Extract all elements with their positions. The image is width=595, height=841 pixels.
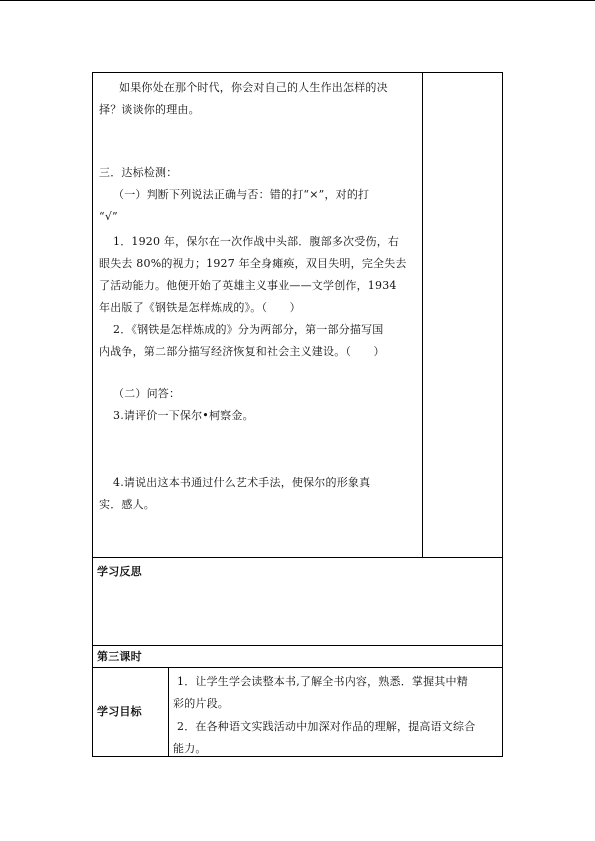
goal-2-line-2: 能力。 — [173, 742, 207, 755]
part2-heading: （二）问答： — [113, 387, 181, 400]
reflection-bottom-rule — [93, 645, 502, 646]
goal-2-line-1: 2．在各种语文实践活动中加深对作品的理解，提高语文综合 — [177, 720, 476, 733]
question-line-1: 如果你处在那个时代，你会对自己的人生作出怎样的决 — [119, 81, 388, 94]
item1-line-2: 眼失去 80%的视力；1927 年全身瘫痪，双目失明，完全失去 — [99, 257, 407, 270]
question-line-2: 择？谈谈你的理由。 — [99, 103, 200, 116]
goals-label: 学习目标 — [97, 705, 142, 718]
lesson-table — [92, 72, 503, 757]
goal-1-line-1: 1．让学生学会读整本书,了解全书内容，熟悉．掌握其中精 — [177, 675, 468, 688]
goals-column-divider — [168, 667, 169, 757]
part1-line-1: （一）判断下列说法正确与否：错的打“×”，对的打 — [113, 188, 370, 201]
item2-line-1: 2．《钢铁是怎样炼成的》分为两部分，第一部分描写国 — [113, 323, 384, 336]
question-3: 3.请评价一下保尔•柯察金。 — [113, 409, 254, 422]
item2-line-2: 内战争，第二部分描写经济恢复和社会主义建设。（ ） — [99, 345, 385, 358]
reflection-label: 学习反思 — [97, 565, 142, 578]
section-one-bottom-rule — [93, 557, 502, 558]
question-4-line-2: 实．感人。 — [99, 498, 155, 511]
lesson3-label: 第三课时 — [97, 650, 142, 663]
item1-line-4: 年出版了《钢铁是怎样炼成的》。（ ） — [99, 301, 301, 314]
page-top-rule — [0, 0, 595, 1]
lesson3-bottom-rule — [93, 667, 502, 668]
section-heading: 三．达标检测： — [99, 166, 178, 179]
right-column-divider — [422, 73, 423, 557]
question-4-line-1: 4.请说出这本书通过什么艺术手法，使保尔的形象真 — [113, 476, 371, 489]
part1-line-2: “√” — [99, 210, 118, 223]
item1-line-1: 1．1920 年，保尔在一次作战中头部．腹部多次受伤，右 — [113, 235, 400, 248]
item1-line-3: 了活动能力。他便开始了英雄主义事业——文学创作，1934 — [99, 279, 397, 292]
goal-1-line-2: 彩的片段。 — [173, 697, 229, 710]
